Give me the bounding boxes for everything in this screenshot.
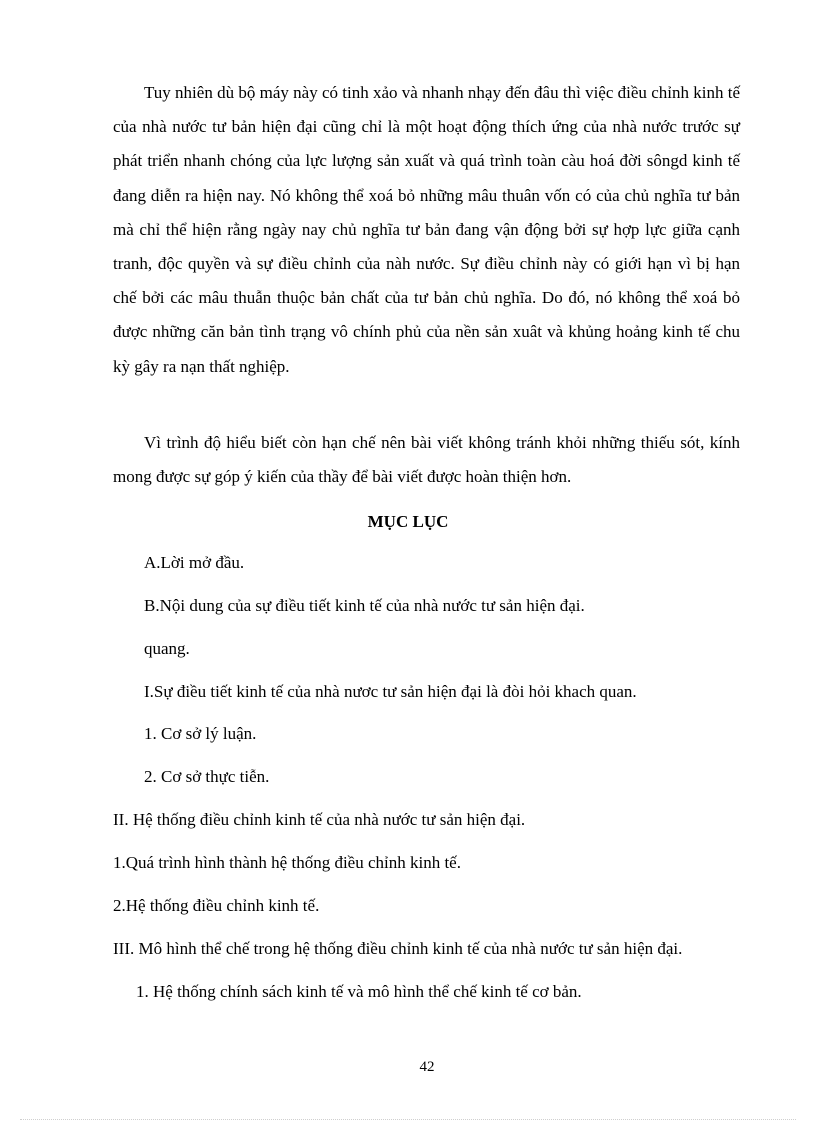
toc-item-1-2: 2. Cơ sở thực tiễn.: [144, 767, 270, 786]
toc-title: MỤC LỤC: [367, 512, 449, 531]
toc-item-2-1: 1.Quá trình hình thành hệ thống điều chỉnh kinh tế.: [113, 853, 461, 872]
toc-item-1-1: 1. Cơ sở lý luận.: [144, 724, 257, 743]
page-number: 42: [419, 1059, 435, 1075]
toc-item-section-3: III. Mô hình thể chế trong hệ thống điều chỉnh kinh tế của nhà nước tư sản hiện đại.: [113, 939, 683, 958]
toc-item-content: B.Nội dung của sự điều tiết kinh tế của nhà nước tư sản hiện đại.: [144, 596, 585, 615]
toc-item-intro: A.Lời mở đầu.: [144, 553, 245, 572]
toc-item-quang: quang.: [144, 639, 190, 658]
toc-item-2-2: 2.Hệ thống điều chỉnh kinh tế.: [113, 896, 320, 915]
toc-item-section-2: II. Hệ thống điều chỉnh kinh tế của nhà nước tư sản hiện đại.: [113, 810, 526, 829]
body-paragraph-1: Tuy nhiên dù bộ máy này có tinh xảo và nhanh nhạy đến đâu thì việc điều chỉnh kinh tế của nhà nước tư bản hiện đại cũng chỉ là một hoạt động thích ứng của nhà nước trước sự phát triển nhanh chóng của lực lượng sản xuất và quá trình toàn càu hoá đời sôngd kinh tế đang diễn ra hiện nay. Nó không thể xoá bỏ những mâu thuân vốn có của chủ nghĩa tư bản mà chỉ thể hiện rằng ngày nay chủ nghĩa tư bản đang vận động bởi sự hợp lực giữa cạnh tranh, độc quyền và sự điều chỉnh của nàh nước. Sự điều chỉnh này có giới hạn vì bị hạn chế bởi các mâu thuẫn thuộc bản chất của tư bản chủ nghĩa. Do đó, nó không thể xoá bỏ được những căn bản tình trạng vô chính phủ của nền sản xuât và khủng hoảng kinh tế chu kỳ gây ra nạn thất nghiệp.: [113, 83, 740, 376]
toc-item-section-1: I.Sự điều tiết kinh tế của nhà nươc tư sản hiện đại là đòi hỏi khach quan.: [144, 682, 637, 701]
toc-item-3-1: 1. Hệ thống chính sách kinh tế và mô hình thể chế kinh tế cơ bản.: [136, 982, 582, 1001]
body-paragraph-2: Vì trình độ hiểu biết còn hạn chế nên bài viết không tránh khỏi những thiếu sót, kính mong được sự góp ý kiến của thầy để bài viết được hoàn thiện hơn.: [113, 433, 740, 487]
page-bottom-divider: [20, 1119, 796, 1120]
